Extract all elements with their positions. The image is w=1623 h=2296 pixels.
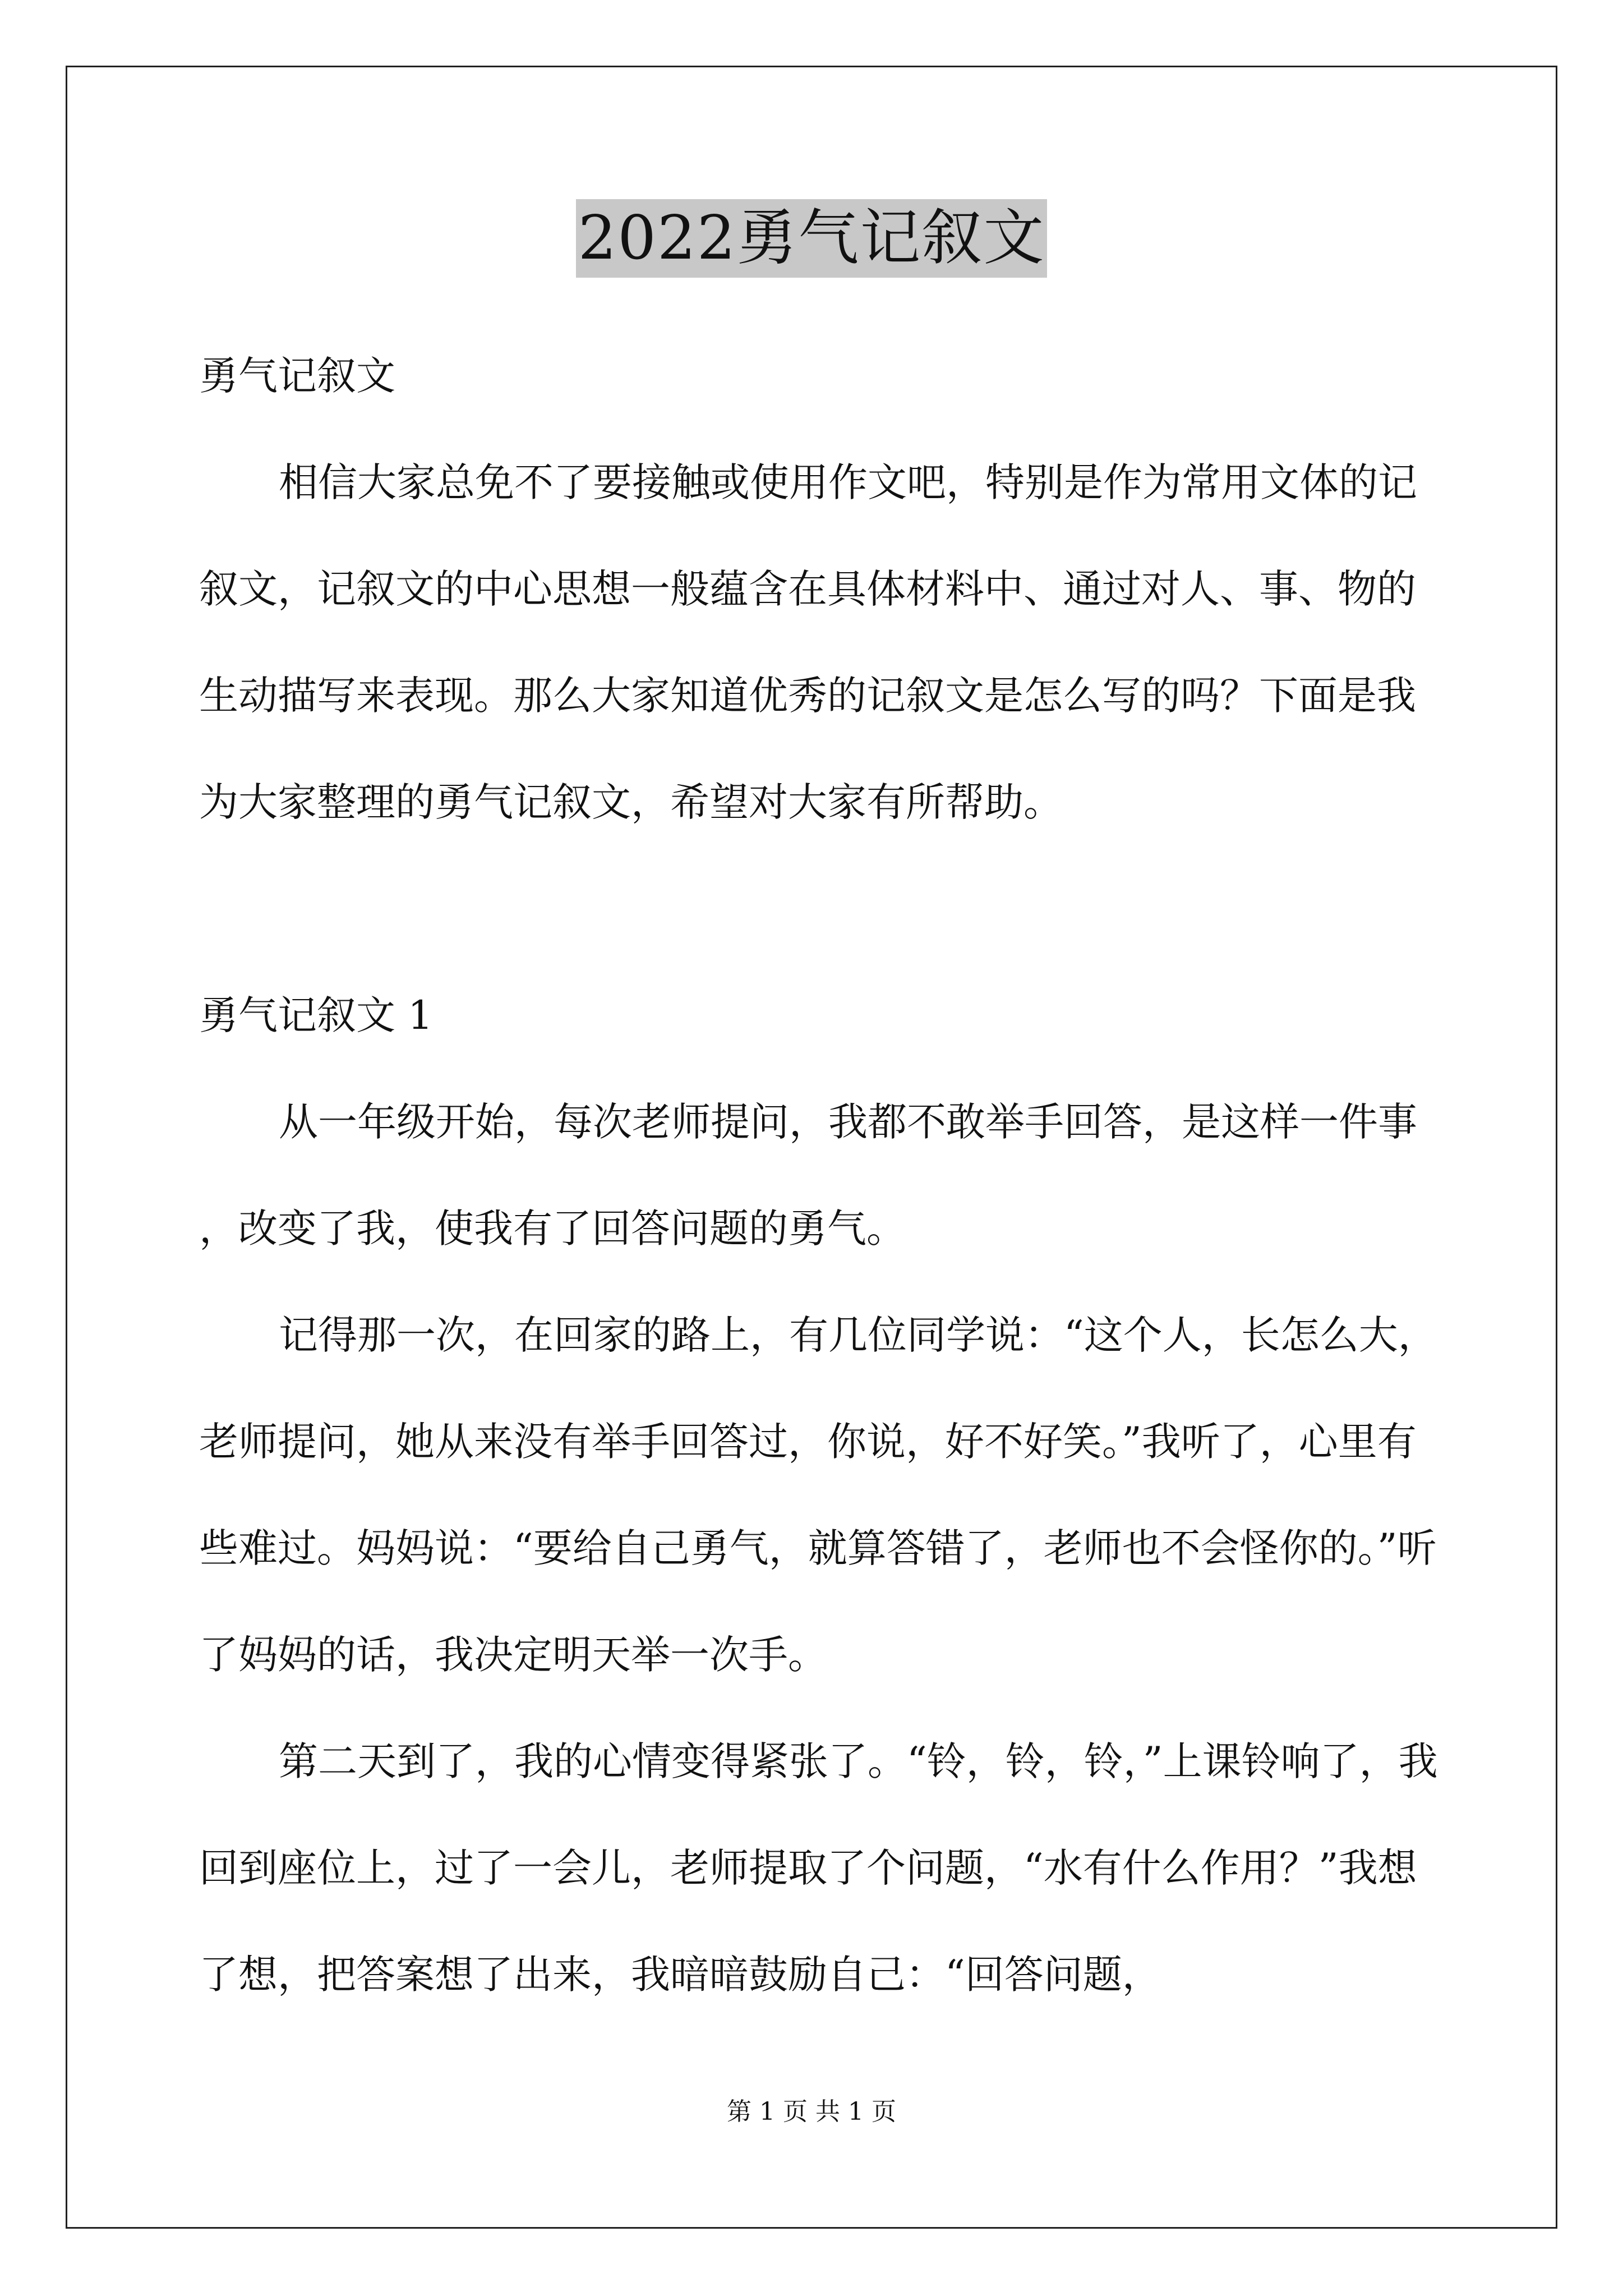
title-container [0,199,1623,278]
intro-heading: 勇气记叙文 [199,353,395,399]
section-spacer [199,855,1438,962]
body-paragraph: 第二天到了，我的心情变得紧张了。“铃，铃，铃，”上课铃响了，我回到座位上，过了一会儿，老师提取了个问题，“水有什么作用？”我想了想，把答案想了出来，我暗暗鼓励自己：“回答问题， [199,1738,1438,1998]
document-body [199,323,1438,2028]
body-paragraph: 从一年级开始，每次老师提问，我都不敢举手回答，是这样一件事 ，改变了我，使我有了回答问题的勇气。 [199,1099,1417,1251]
document-title: 2022勇气记叙文 [576,199,1048,278]
page-number: 第 1 页 共 1 页 [727,2097,896,2126]
intro-paragraph: 相信大家总免不了要接触或使用作文吧，特别是作为常用文体的记叙文，记叙文的中心思想一般蕴含在具体材料中、通过对人、事、物的生动描写来表现。那么大家知道优秀的记叙文是怎么写的吗？下面是我为大家整理的勇气记叙文，希望对大家有所帮助。 [199,459,1417,825]
section-heading: 勇气记叙文 1 [199,992,433,1038]
page-footer [0,2095,1623,2129]
body-paragraph: 记得那一次，在回家的路上，有几位同学说：“这个人，长怎么大，老师提问，她从来没有举手回答过，你说，好不好笑。”我听了，心里有些难过。妈妈说：“要给自己勇气，就算答错了，老师也不会怪你的。”听了妈妈的话，我决定明天举一次手。 [199,1312,1437,1678]
